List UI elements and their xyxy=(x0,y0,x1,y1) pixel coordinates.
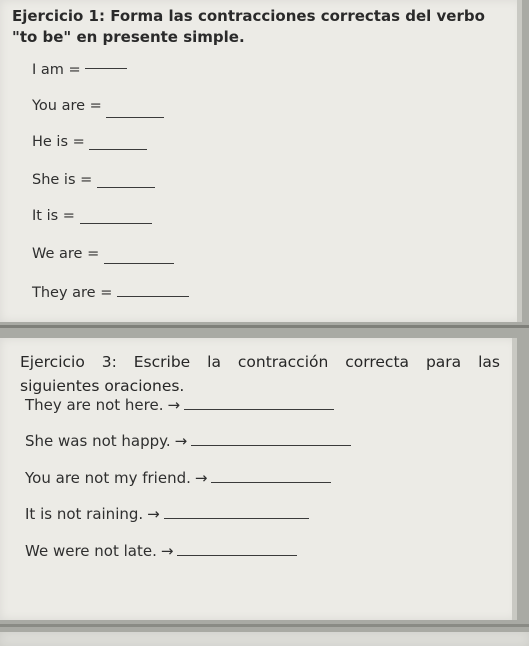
item-label: It is = xyxy=(32,208,75,224)
worksheet-page-3 xyxy=(0,632,529,646)
sentence: They are not here. xyxy=(25,396,164,414)
exercise-3-title: Ejercicio 3: Escribe la contracción correcta para las siguientes oraciones. xyxy=(20,353,500,395)
answer-blank[interactable] xyxy=(164,518,309,519)
exercise-3-item xyxy=(25,396,334,414)
item-label: They are = xyxy=(32,285,113,301)
exercise-3-item xyxy=(25,432,351,450)
page-edge xyxy=(517,0,522,322)
answer-blank[interactable] xyxy=(211,482,331,483)
arrow-icon: → xyxy=(147,505,160,523)
answer-blank[interactable] xyxy=(104,263,174,264)
arrow-icon: → xyxy=(160,542,174,560)
answer-blank[interactable] xyxy=(106,117,164,118)
item-label: He is = xyxy=(32,134,85,150)
answer-blank[interactable] xyxy=(80,223,152,224)
exercise-3-item xyxy=(25,469,331,487)
item-label: She is = xyxy=(32,172,93,188)
arrow-icon: → xyxy=(174,432,188,450)
sentence: We were not late. xyxy=(25,542,157,560)
exercise-1-item xyxy=(32,172,155,188)
item-label: You are = xyxy=(32,98,102,114)
exercise-1-item xyxy=(32,98,164,114)
page-divider xyxy=(0,325,529,328)
exercise-1-item xyxy=(32,285,189,301)
sentence: It is not raining. xyxy=(25,505,144,523)
item-label: We are = xyxy=(32,246,100,262)
arrow-icon: → xyxy=(167,396,181,414)
sentence: She was not happy. xyxy=(25,432,171,450)
answer-blank[interactable] xyxy=(184,409,334,410)
answer-blank[interactable] xyxy=(177,555,297,556)
exercise-1-item xyxy=(32,208,152,224)
exercise-1-item xyxy=(32,134,147,150)
exercise-1-item xyxy=(32,62,127,78)
answer-blank[interactable] xyxy=(89,149,147,150)
exercise-1-item xyxy=(32,246,174,262)
arrow-icon: → xyxy=(194,469,208,487)
answer-blank[interactable] xyxy=(97,187,155,188)
exercise-1-title: Ejercicio 1: Forma las contracciones correctas del verbo "to be" en presente simple. xyxy=(12,7,485,46)
worksheet-page-1 xyxy=(0,0,522,322)
sentence: You are not my friend. xyxy=(25,469,191,487)
page-edge xyxy=(512,338,517,620)
page-divider xyxy=(0,624,529,627)
exercise-3-item xyxy=(25,505,309,523)
answer-blank[interactable] xyxy=(117,296,189,297)
answer-blank[interactable] xyxy=(191,445,351,446)
exercise-3-item xyxy=(25,542,297,560)
item-label: I am = xyxy=(32,62,81,78)
answer-blank[interactable] xyxy=(85,68,127,69)
